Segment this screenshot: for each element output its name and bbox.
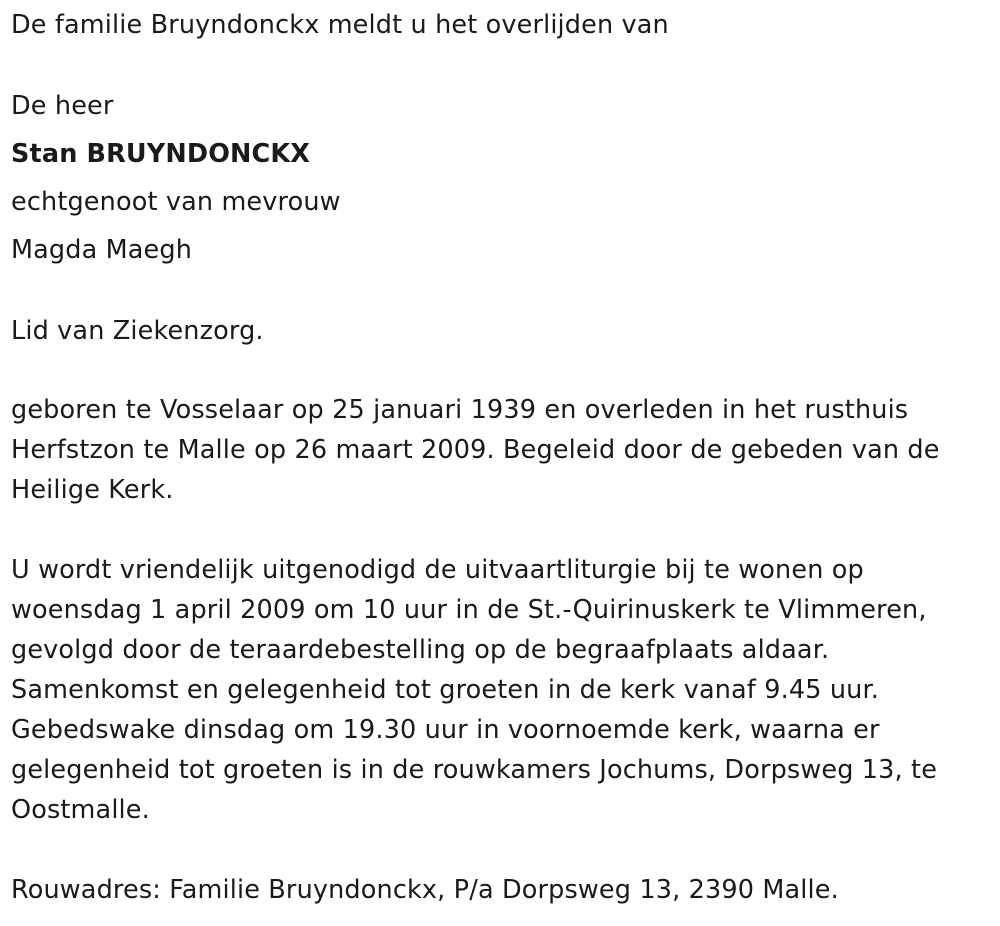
funeral-paragraph xyxy=(11,550,986,830)
paragraph-line: Herfstzon te Malle op 26 maart 2009. Begeleid door de gebeden van de xyxy=(11,435,940,465)
relation-text: echtgenoot van mevrouw xyxy=(11,187,341,217)
paragraph-line: woensdag 1 april 2009 om 10 uur in de St.-Quirinuskerk te Vlimmeren, xyxy=(11,595,927,625)
paragraph-line: geboren te Vosselaar op 25 januari 1939 en overleden in het rusthuis xyxy=(11,395,909,425)
spouse-name: Magda Maegh xyxy=(11,235,193,265)
paragraph-line: Gebedswake dinsdag om 19.30 uur in voornoemde kerk, waarna er xyxy=(11,715,880,745)
birth-death-paragraph xyxy=(11,390,986,510)
paragraph-line: Samenkomst en gelegenheid tot groeten in de kerk vanaf 9.45 uur. xyxy=(11,675,879,705)
paragraph-line: Oostmalle. xyxy=(11,795,150,825)
paragraph-line: gelegenheid tot groeten is in de rouwkamers Jochums, Dorpsweg 13, te xyxy=(11,755,938,785)
deceased-name: Stan BRUYNDONCKX xyxy=(11,139,311,169)
intro-text: De familie Bruyndonckx meldt u het overlijden van xyxy=(11,10,669,40)
paragraph-line: gevolgd door de teraardebestelling op de begraafplaats aldaar. xyxy=(11,635,830,665)
membership-text: Lid van Ziekenzorg. xyxy=(11,316,264,346)
mourning-address: Rouwadres: Familie Bruyndonckx, P/a Dorpsweg 13, 2390 Malle. xyxy=(11,875,839,905)
paragraph-line: Heilige Kerk. xyxy=(11,475,174,505)
salutation: De heer xyxy=(11,91,114,121)
paragraph-line: U wordt vriendelijk uitgenodigd de uitvaartliturgie bij te wonen op xyxy=(11,555,864,585)
